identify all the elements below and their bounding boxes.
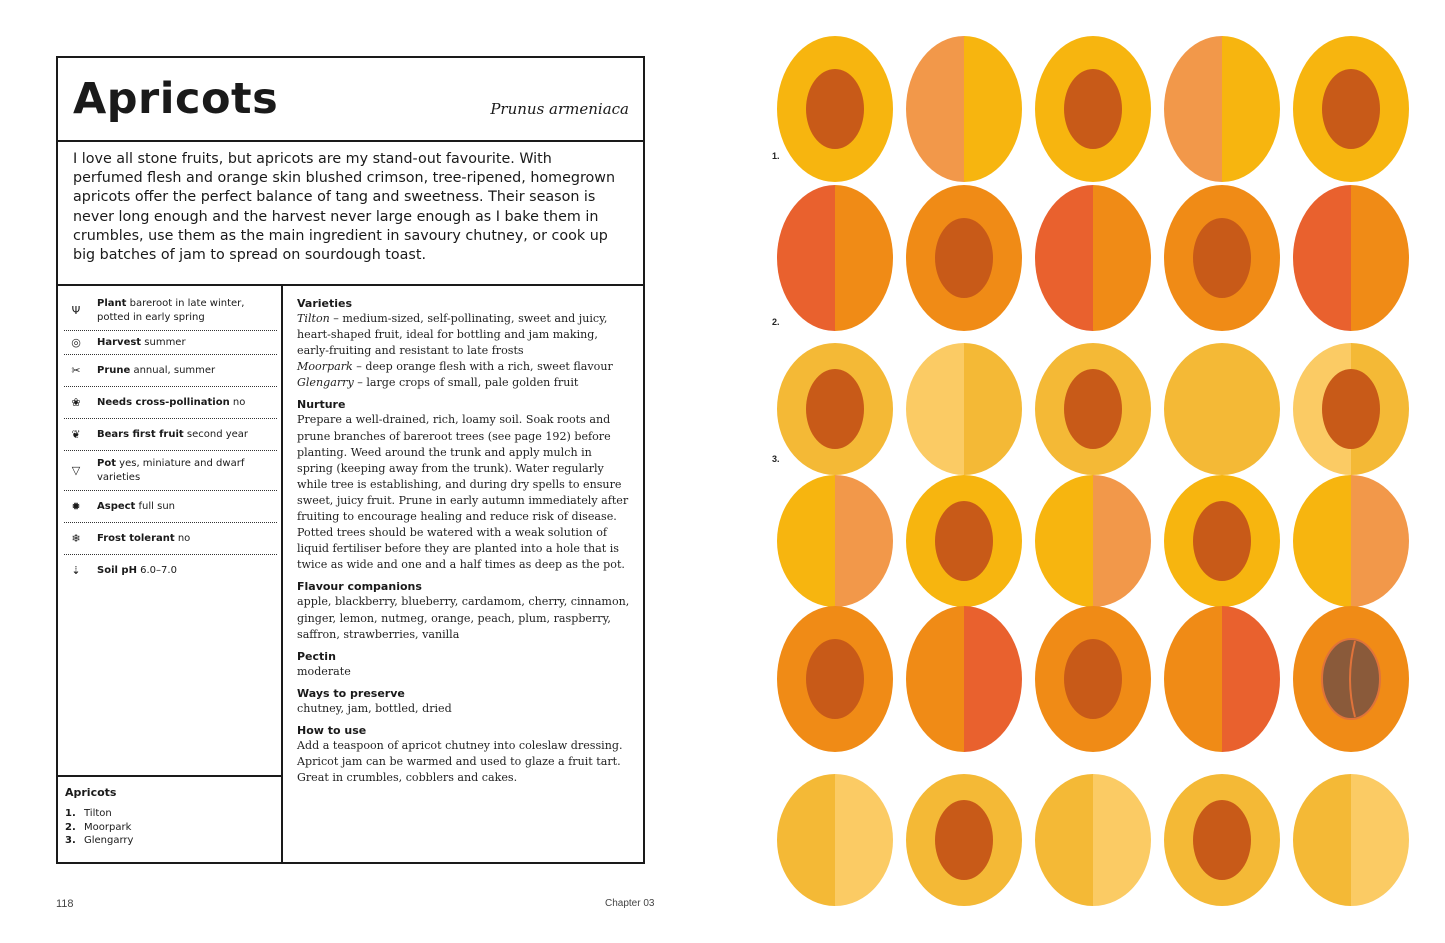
apricot-pit bbox=[806, 69, 864, 149]
varieties-text: Tilton – medium-sized, self-pollinating, sweet and juicy, heart-shaped fruit, ideal for bottling and jam making, early-fruiting and resistant to late frosts Moorpark – deep orange flesh with a rich, sweet flavour Glengarry – large crops of small, pale golden fruit bbox=[297, 312, 613, 390]
apricot-pit bbox=[1193, 501, 1251, 581]
apricot-left-half bbox=[1035, 475, 1093, 607]
row-label-1: 1. bbox=[772, 151, 780, 161]
apricot-left-half bbox=[1164, 343, 1222, 475]
row-label-2: 2. bbox=[772, 317, 780, 327]
apricot-half bbox=[906, 475, 1022, 607]
apricot-right-half bbox=[1093, 185, 1151, 331]
apricot-half bbox=[777, 36, 893, 182]
apricot-left-half bbox=[1293, 475, 1351, 607]
nurture-text: Prepare a well-drained, rich, loamy soil. Soak roots and prune branches of bareroot trees (see page 192) before planting. Weed around the trunk and apply mulch in spring (keeping away from the trunk). Water regularly while tree is establishing, and during dry spells to ensure sweet, juicy fruit. Prune in early autumn immediately after fruiting to encourage healing and reduce risk of disease. Potted trees should be watered with a weak solution of liquid fertiliser before they are planted into a hole that is twice as wide and one and a half times as deep as the pot. bbox=[297, 413, 629, 572]
cultivar-heading: Apricots bbox=[65, 786, 117, 799]
apricot-half bbox=[1035, 606, 1151, 752]
apricot-pit bbox=[1322, 369, 1380, 449]
page-title: Apricots bbox=[73, 74, 279, 124]
pectin-heading: Pectin bbox=[297, 649, 336, 663]
apricot-left-half bbox=[906, 606, 964, 752]
fact-text: Bears first fruit second year bbox=[97, 428, 249, 440]
apricot-half bbox=[1164, 185, 1280, 331]
apricot-pit bbox=[806, 369, 864, 449]
apricot-right-half bbox=[1222, 606, 1280, 752]
apricot-pit bbox=[1064, 639, 1122, 719]
apricot-half bbox=[1164, 475, 1280, 607]
apricot-half bbox=[1293, 343, 1409, 475]
apricot-half bbox=[777, 606, 893, 752]
apricot-right-half bbox=[835, 185, 893, 331]
flavour-heading: Flavour companions bbox=[297, 580, 422, 594]
fact-text: Plant bareroot in late winter, potted in early spring bbox=[97, 297, 245, 323]
how-to-use-heading: How to use bbox=[297, 723, 367, 737]
apricot-pit bbox=[1064, 369, 1122, 449]
apricot-left-half bbox=[1293, 774, 1351, 906]
apricot-pit bbox=[935, 218, 993, 298]
apricot-pit bbox=[1322, 69, 1380, 149]
apricot-half bbox=[1035, 36, 1151, 182]
apricot-half bbox=[1035, 185, 1151, 331]
apricot-right-half bbox=[1351, 774, 1409, 906]
apricot-right-half bbox=[964, 606, 1022, 752]
cultivar-item: 3. Glengarry bbox=[65, 835, 134, 846]
preserve-heading: Ways to preserve bbox=[297, 686, 405, 700]
apricot-half bbox=[1293, 185, 1409, 331]
plant-icon: Ψ bbox=[71, 303, 81, 317]
apricot-half bbox=[1164, 343, 1280, 475]
apricot-right-half bbox=[835, 475, 893, 607]
how-to-use-text: Add a teaspoon of apricot chutney into coleslaw dressing. Apricot jam can be warmed and used to glaze a fruit tart. Great in crumbles, cobblers and cakes. bbox=[297, 738, 623, 785]
apricot-left-half bbox=[1035, 774, 1093, 906]
cultivar-item: 2. Moorpark bbox=[65, 821, 132, 833]
fact-text: Frost tolerant no bbox=[97, 532, 191, 544]
fact-text: Needs cross-pollination no bbox=[97, 396, 246, 408]
apricot-half bbox=[777, 343, 893, 475]
apricot-half bbox=[906, 606, 1022, 752]
chapter-label: Chapter 03 bbox=[605, 898, 655, 909]
apricot-right-half bbox=[964, 343, 1022, 475]
apricot-right-half bbox=[1093, 475, 1151, 607]
first-fruit-icon: ❦ bbox=[71, 427, 81, 441]
apricot-pit bbox=[1064, 69, 1122, 149]
apricot-pit bbox=[935, 800, 993, 880]
apricot-half bbox=[1164, 606, 1280, 752]
fact-text: Prune annual, summer bbox=[97, 364, 216, 376]
apricot-right-half bbox=[1093, 774, 1151, 906]
apricot-right-half bbox=[964, 36, 1022, 182]
cultivar-item: 1. Tilton bbox=[65, 808, 112, 819]
apricot-right-half bbox=[1222, 343, 1280, 475]
pollination-icon: ❀ bbox=[71, 395, 81, 409]
apricot-half bbox=[1293, 774, 1409, 906]
harvest-icon: ◎ bbox=[71, 335, 81, 349]
apricot-half bbox=[1164, 774, 1280, 906]
preserve-text: chutney, jam, bottled, dried bbox=[297, 701, 452, 715]
apricot-right-half bbox=[1222, 36, 1280, 182]
row-label-3: 3. bbox=[772, 454, 780, 464]
sun-icon: ✹ bbox=[71, 499, 81, 513]
apricot-left-half bbox=[906, 343, 964, 475]
apricot-half bbox=[777, 185, 893, 331]
apricot-half bbox=[1293, 475, 1409, 607]
apricot-half bbox=[777, 475, 893, 607]
apricot-half bbox=[1035, 343, 1151, 475]
intro-paragraph: I love all stone fruits, but apricots are my stand-out favourite. With perfumed flesh and orange skin blushed crimson, tree-ripened, homegrown apricots offer the perfect balance of tang and sweetness. Their season is never long enough and the harvest never large enough as I bake them in crumbles, use them as the main ingredient in savoury chutney, or cook up big batches of jam to spread on sourdough toast. bbox=[73, 151, 616, 264]
apricot-left-half bbox=[1293, 185, 1351, 331]
apricot-pit bbox=[1193, 218, 1251, 298]
fact-text: Soil pH 6.0–7.0 bbox=[97, 565, 177, 576]
apricot-half bbox=[906, 185, 1022, 331]
apricot-half bbox=[1164, 36, 1280, 182]
apricot-left-half bbox=[1164, 36, 1222, 182]
apricot-half bbox=[777, 774, 893, 906]
pot-icon: ▽ bbox=[71, 463, 81, 477]
fact-text: Aspect full sun bbox=[97, 500, 176, 512]
apricot-half bbox=[906, 36, 1022, 182]
apricot-pit bbox=[806, 639, 864, 719]
apricot-left-half bbox=[906, 36, 964, 182]
prune-icon: ✂ bbox=[71, 363, 81, 377]
latin-name: Prunus armeniaca bbox=[490, 100, 629, 118]
pectin-text: moderate bbox=[297, 664, 351, 678]
apricot-half bbox=[1293, 606, 1409, 752]
apricot-half bbox=[1293, 36, 1409, 182]
apricot-right-half bbox=[1351, 475, 1409, 607]
apricot-right-half bbox=[835, 774, 893, 906]
apricot-half bbox=[906, 343, 1022, 475]
apricot-left-half bbox=[1164, 606, 1222, 752]
frost-icon: ❄ bbox=[71, 531, 81, 545]
fact-text: Pot yes, miniature and dwarf varieties bbox=[97, 457, 245, 483]
apricot-left-half bbox=[1035, 185, 1093, 331]
apricot-left-half bbox=[777, 475, 835, 607]
page-number: 118 bbox=[56, 898, 74, 910]
apricot-half bbox=[1035, 475, 1151, 607]
varieties-heading: Varieties bbox=[297, 297, 353, 310]
apricot-left-half bbox=[777, 185, 835, 331]
fact-text: Harvest summer bbox=[97, 336, 186, 348]
nurture-heading: Nurture bbox=[297, 398, 346, 412]
apricot-half bbox=[906, 774, 1022, 906]
apricot-right-half bbox=[1351, 185, 1409, 331]
flavour-text: apple, blackberry, blueberry, cardamom, cherry, cinnamon, ginger, lemon, nutmeg, orange, peach, plum, raspberry, saffron, strawberries, vanilla bbox=[297, 595, 630, 641]
apricot-pit bbox=[1193, 800, 1251, 880]
apricot-pit bbox=[935, 501, 993, 581]
apricot-half bbox=[1035, 774, 1151, 906]
soil-icon: ⇣ bbox=[71, 564, 81, 577]
apricot-left-half bbox=[777, 774, 835, 906]
